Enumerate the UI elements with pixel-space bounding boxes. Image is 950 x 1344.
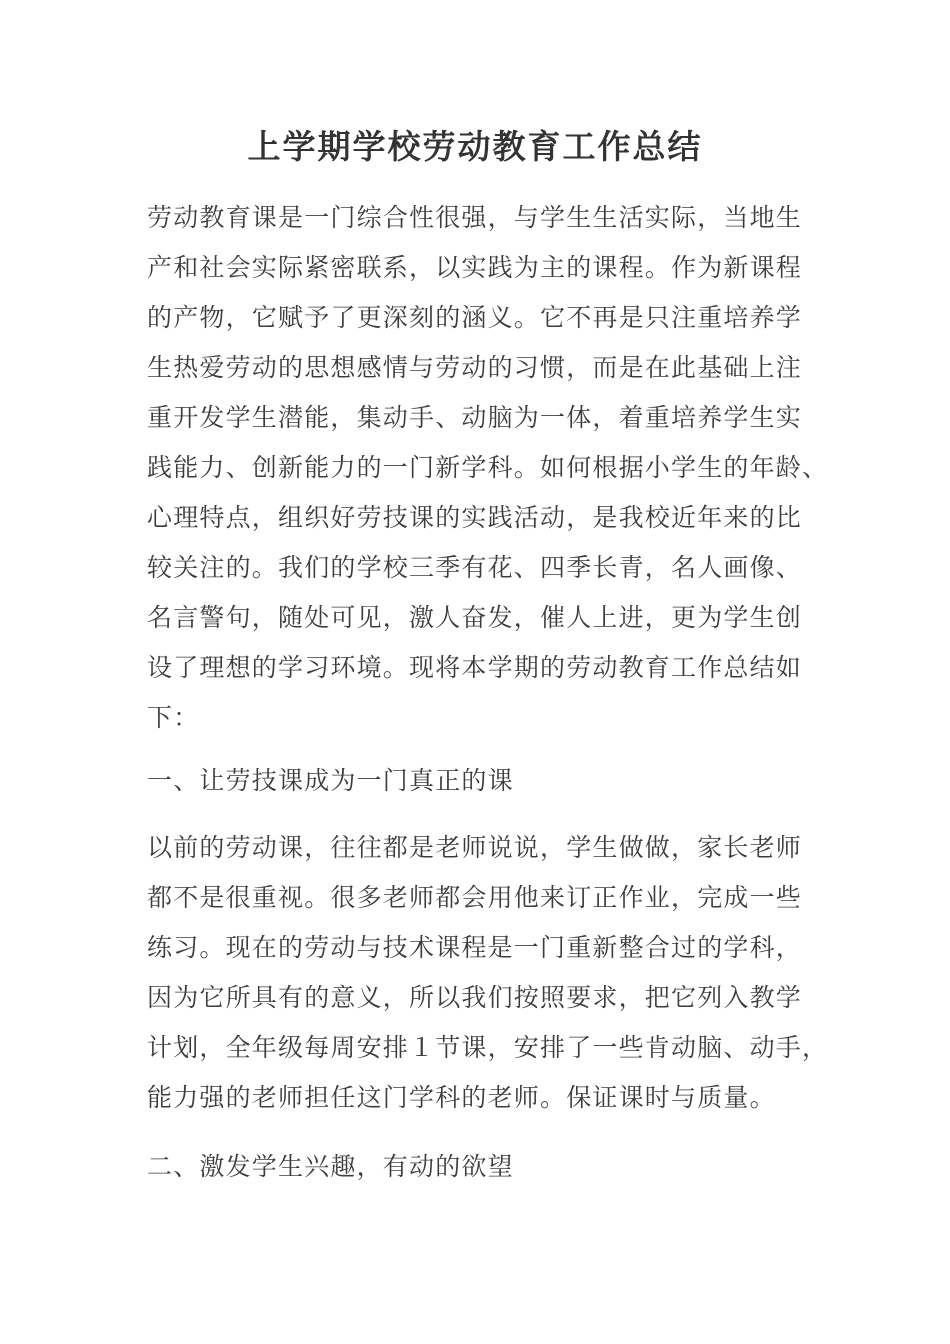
paragraph-line: 能力强的老师担任这门学科的老师。保证课时与质量。 bbox=[147, 1083, 776, 1112]
paragraph-line: 名言警句，随处可见，激人奋发，催人上进，更为学生创 bbox=[147, 603, 803, 632]
intro-paragraph bbox=[147, 193, 829, 743]
paragraph-line: 计划，全年级每周安排１节课，安排了一些肯动脑、动手， bbox=[147, 1033, 829, 1062]
section-heading-text: 一、让劳技课成为一门真正的课 bbox=[147, 766, 514, 795]
document-title: 上学期学校劳动教育工作总结 bbox=[247, 127, 703, 166]
paragraph-line: 的产物，它赋予了更深刻的涵义。它不再是只注重培养学 bbox=[147, 303, 803, 332]
paragraph-line: 设了理想的学习环境。现将本学期的劳动教育工作总结如 bbox=[147, 653, 803, 682]
paragraph-line: 生热爱劳动的思想感情与劳动的习惯，而是在此基础上注 bbox=[147, 353, 803, 382]
section-1-paragraph bbox=[147, 823, 829, 1123]
paragraph-line: 练习。现在的劳动与技术课程是一门重新整合过的学科， bbox=[147, 933, 803, 962]
section-heading-2 bbox=[147, 1142, 807, 1192]
paragraph-line: 以前的劳动课，往往都是老师说说，学生做做，家长老师 bbox=[147, 833, 803, 862]
paragraph-line: 重开发学生潜能，集动手、动脑为一体，着重培养学生实 bbox=[147, 403, 803, 432]
paragraph-line: 践能力、创新能力的一门新学科。如何根据小学生的年龄、 bbox=[147, 453, 829, 482]
paragraph-line: 较关注的。我们的学校三季有花、四季长青，名人画像、 bbox=[147, 553, 803, 582]
section-heading-text: 二、激发学生兴趣，有动的欲望 bbox=[147, 1152, 514, 1181]
paragraph-line: 下： bbox=[147, 703, 200, 732]
paragraph-line: 产和社会实际紧密联系，以实践为主的课程。作为新课程 bbox=[147, 253, 803, 282]
paragraph-line: 因为它所具有的意义，所以我们按照要求，把它列入教学 bbox=[147, 983, 803, 1012]
paragraph-line: 都不是很重视。很多老师都会用他来订正作业，完成一些 bbox=[147, 883, 803, 912]
section-heading-1 bbox=[147, 756, 807, 806]
paragraph-line: 心理特点，组织好劳技课的实践活动，是我校近年来的比 bbox=[147, 503, 803, 532]
paragraph-line: 劳动教育课是一门综合性很强，与学生生活实际，当地生 bbox=[147, 203, 803, 232]
